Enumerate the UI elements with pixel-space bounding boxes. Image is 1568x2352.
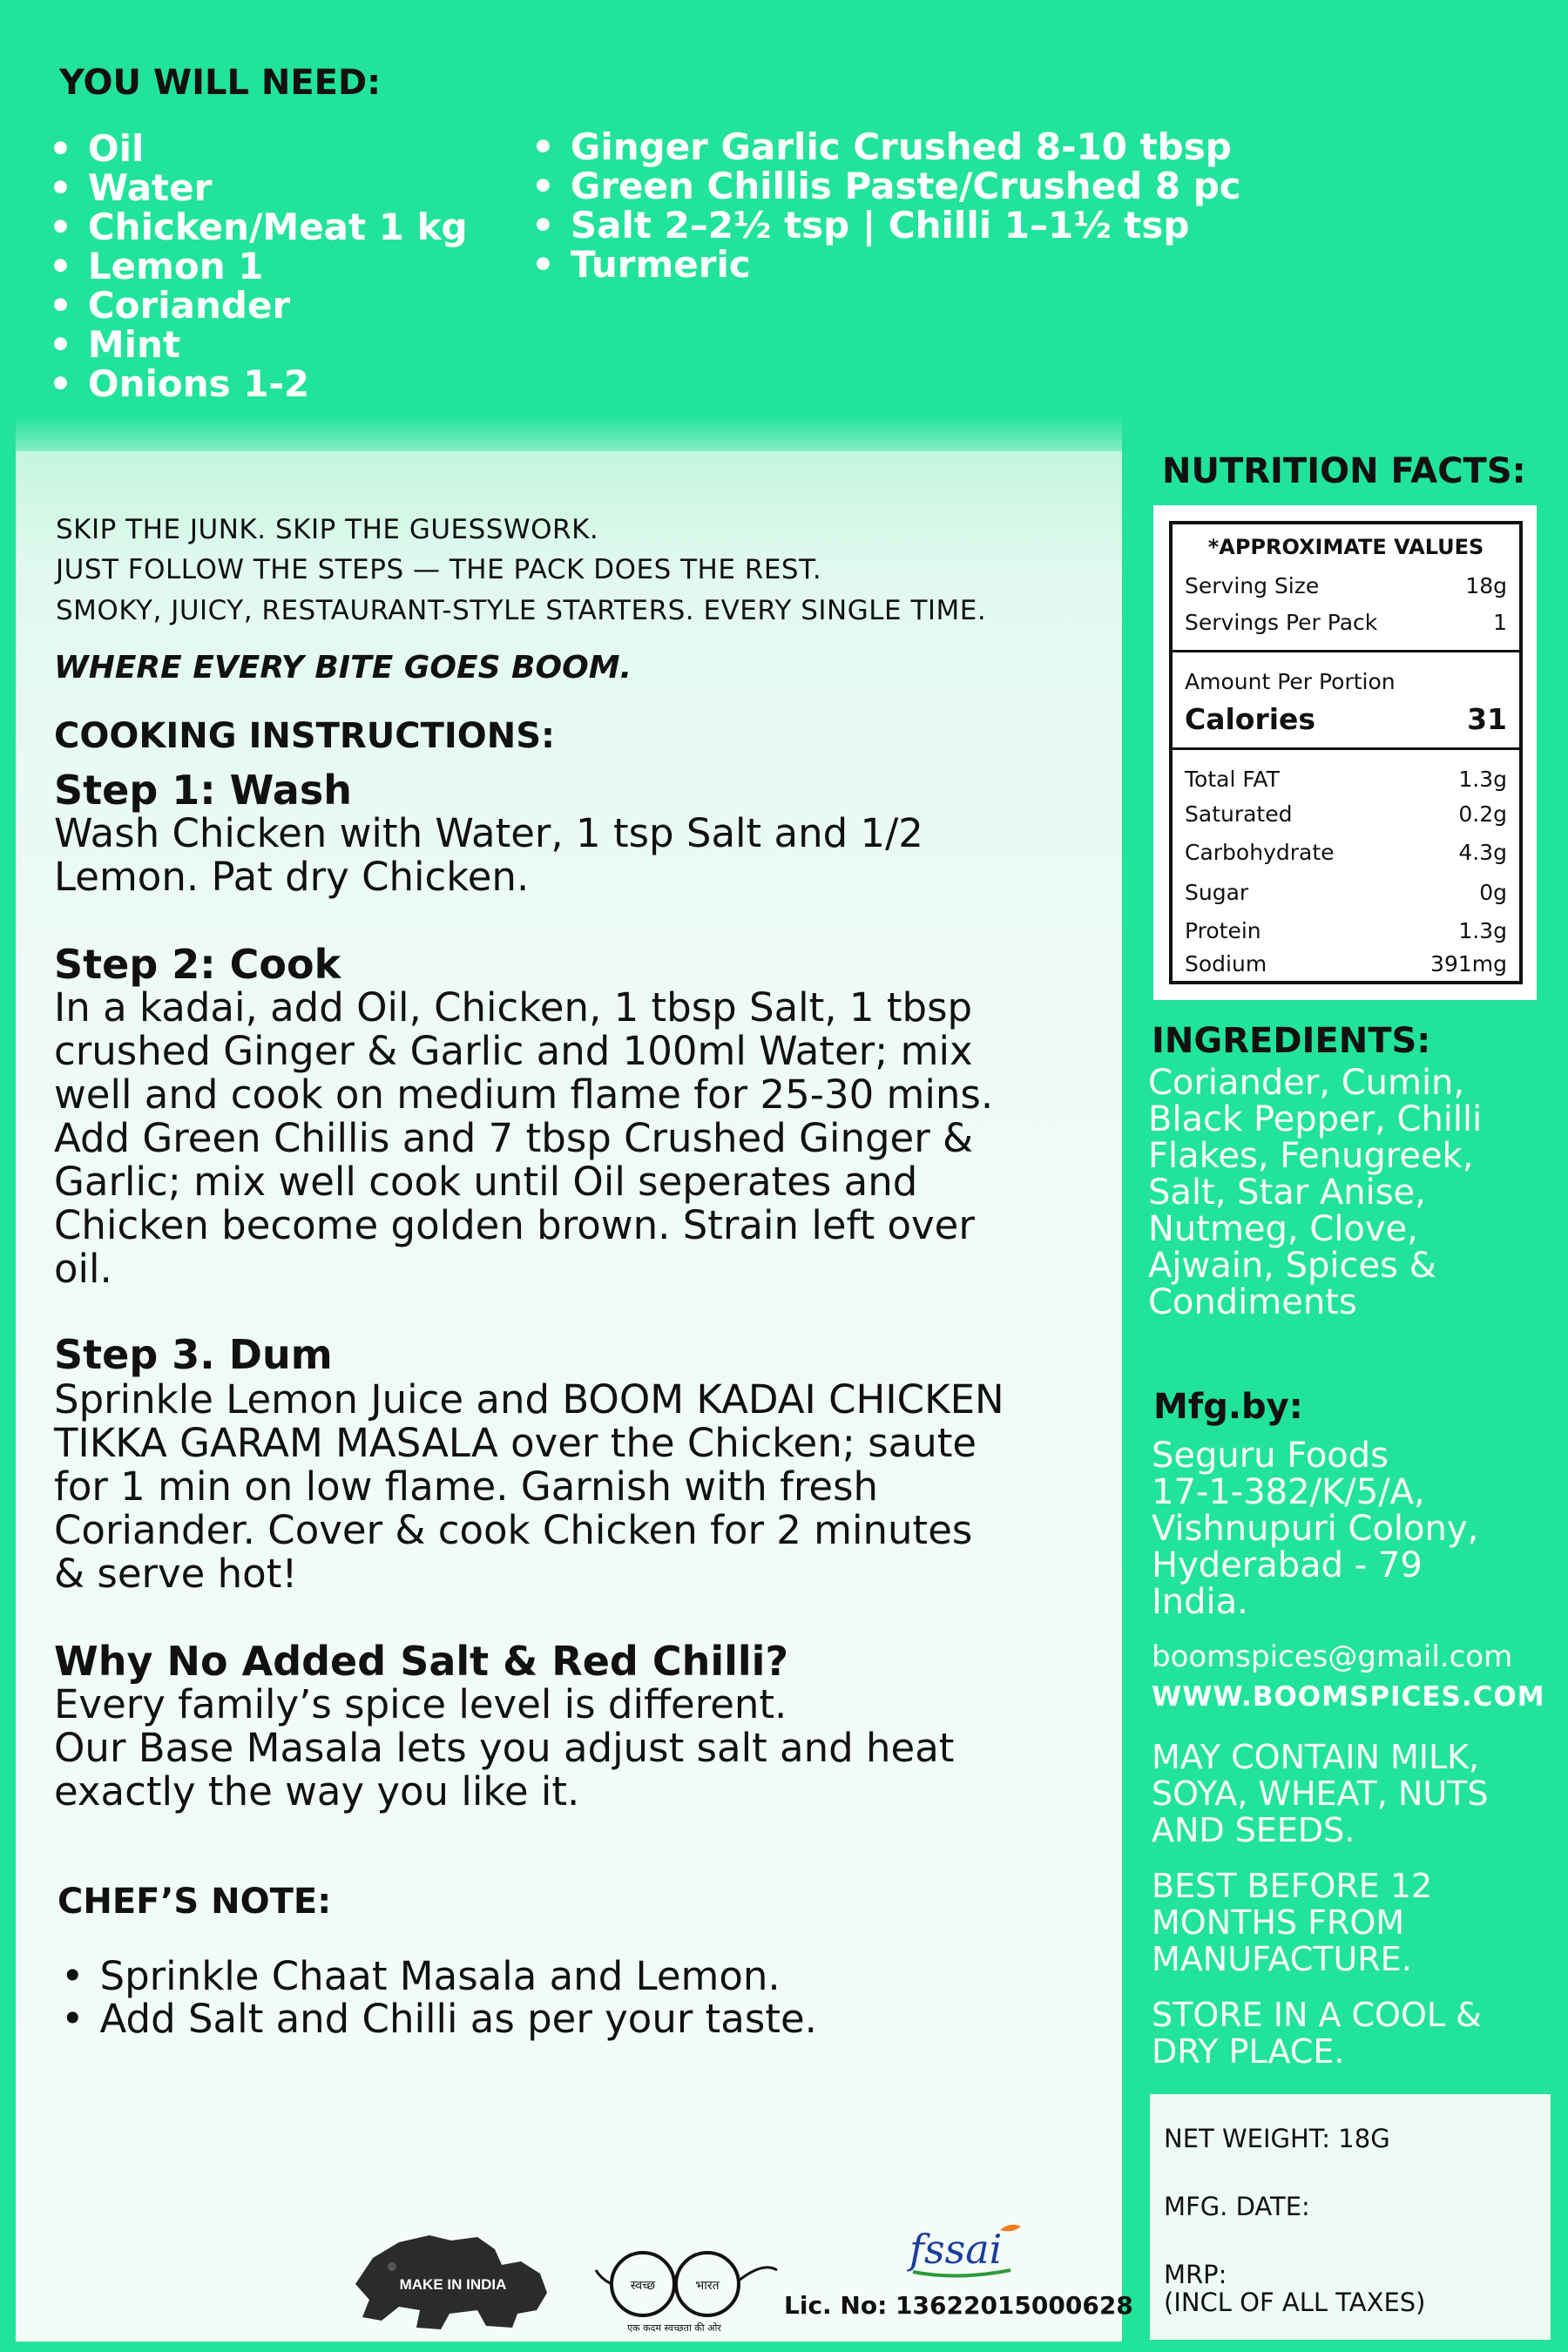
manufacturer-title: Mfg.by: [1153, 1387, 1303, 1427]
need-item: • Ginger Garlic Crushed 8-10 tbsp [531, 127, 1241, 166]
ingredients-title: INGREDIENTS: [1152, 1021, 1431, 1061]
needs-list-right [531, 127, 1241, 284]
nutrition-row [1185, 840, 1507, 865]
calories-value: 31 [1467, 702, 1507, 736]
make-in-india-text: MAKE IN INDIA [399, 2276, 507, 2293]
chef-note-list [61, 1955, 817, 2040]
contact-email[interactable]: boomspices@gmail.com [1152, 1639, 1513, 1674]
cooking-instructions-title: COOKING INSTRUCTIONS: [54, 716, 556, 756]
nutrition-row [1185, 918, 1507, 943]
pack-details-box [1150, 2094, 1551, 2340]
nutrition-label: Saturated [1185, 801, 1293, 827]
swachh-left-text: स्वच्छ [630, 2279, 656, 2293]
step-2-title: Step 2: Cook [54, 941, 341, 988]
approximate-values-label: *APPROXIMATE VALUES [1207, 535, 1484, 559]
nutrition-value: 0.2g [1458, 801, 1507, 827]
nutrition-row [1185, 880, 1507, 905]
calories-row [1185, 702, 1507, 736]
nutrition-label: Servings Per Pack [1185, 610, 1378, 635]
nutrition-value: 4.3g [1458, 840, 1507, 865]
need-item: • Coriander [49, 286, 468, 325]
tagline-line: SKIP THE JUNK. SKIP THE GUESSWORK. [56, 514, 599, 545]
nutrition-row [1185, 767, 1507, 792]
nutrition-row [1185, 801, 1507, 827]
need-item: • Onions 1-2 [49, 364, 468, 403]
need-item: • Oil [49, 129, 468, 168]
website-link[interactable]: WWW.BOOMSPICES.COM [1152, 1681, 1545, 1713]
license-number: Lic. No: 13622015000628 [784, 2291, 1133, 2320]
mrp-label: MRP: [1164, 2260, 1227, 2289]
nutrition-value: 1.3g [1458, 918, 1507, 943]
nutrition-facts-box [1153, 505, 1537, 1000]
nutrition-facts-title: NUTRITION FACTS: [1162, 451, 1526, 491]
why-no-salt-text: Every family’s spice level is different. Our Base Masala lets you adjust salt and heat exactly the way you like it. [54, 1681, 955, 1815]
tagline-line: SMOKY, JUICY, RESTAURANT-STYLE STARTERS. EVERY SINGLE TIME. [56, 595, 987, 626]
step-3-title: Step 3. Dum [54, 1331, 333, 1378]
tagline-line: JUST FOLLOW THE STEPS — THE PACK DOES THE REST. [56, 554, 822, 585]
amount-per-portion-label: Amount Per Portion [1185, 669, 1396, 694]
need-item: • Turmeric [531, 245, 1241, 284]
need-item: • Green Chillis Paste/Crushed 8 pc [531, 166, 1241, 206]
step-1-text: Wash Chicken with Water, 1 tsp Salt and 1/2 Lemon. Pat dry Chicken. [54, 810, 923, 900]
storage-note: STORE IN A COOL & DRY PLACE. [1152, 1996, 1482, 2071]
nutrition-value: 0g [1479, 880, 1507, 905]
allergen-warning: MAY CONTAIN MILK, SOYA, WHEAT, NUTS AND SEEDS. [1152, 1738, 1489, 1849]
nutrition-label: Carbohydrate [1185, 840, 1335, 865]
nutrition-row [1185, 610, 1507, 635]
net-weight: NET WEIGHT: 18G [1164, 2124, 1390, 2153]
nutrition-label: Sodium [1185, 951, 1267, 977]
nutrition-value: 1 [1493, 610, 1507, 635]
need-item: • Mint [49, 325, 468, 364]
ingredients-text: Coriander, Cumin, Black Pepper, Chilli Flakes, Fenugreek, Salt, Star Anise, Nutmeg, Clove, Ajwain, Spices & Condiments [1148, 1063, 1483, 1322]
nutrition-value: 1.3g [1458, 767, 1507, 792]
step-3-text: Sprinkle Lemon Juice and BOOM KADAI CHICKEN TIKKA GARAM MASALA over the Chicken; saute for 1 min on low flame. Garnish with fresh Coriander. Cover & cook Chicken for 2 minutes & serve hot! [54, 1376, 1004, 1597]
nutrition-value: 391mg [1430, 951, 1507, 977]
nutrition-row [1185, 669, 1507, 694]
need-item: • Lemon 1 [49, 247, 468, 286]
chef-note-item: • Sprinkle Chaat Masala and Lemon. [61, 1955, 817, 1997]
swachh-tagline: एक कदम स्वच्छता की ओर [627, 2322, 721, 2334]
nutrition-label: Sugar [1185, 880, 1249, 905]
nutrition-row [1185, 951, 1507, 977]
fssai-logo [906, 2220, 1028, 2281]
step-1-title: Step 1: Wash [54, 767, 352, 814]
need-item: • Chicken/Meat 1 kg [49, 207, 468, 247]
swachh-bharat-logo [592, 2244, 786, 2336]
need-item: • Water [49, 168, 468, 207]
nutrition-divider [1173, 747, 1519, 750]
why-no-salt-title: Why No Added Salt & Red Chilli? [54, 1638, 789, 1685]
nutrition-value: 18g [1465, 573, 1507, 598]
nutrition-label: Serving Size [1185, 573, 1320, 598]
mrp-note: (INCL OF ALL TAXES) [1164, 2288, 1426, 2317]
nutrition-label: Protein [1185, 918, 1261, 943]
nutrition-facts-table [1169, 521, 1523, 984]
chef-note-title: CHEF’S NOTE: [57, 1882, 332, 1922]
needs-list-left [49, 129, 468, 403]
nutrition-divider [1173, 650, 1519, 652]
nutrition-label: Total FAT [1185, 767, 1280, 792]
best-before-note: BEST BEFORE 12 MONTHS FROM MANUFACTURE. [1152, 1867, 1433, 1978]
swachh-right-text: भारत [695, 2279, 720, 2293]
manufacturer-address: Seguru Foods 17-1-382/K/5/A, Vishnupuri Colony, Hyderabad - 79 India. [1152, 1436, 1479, 1622]
nutrition-row [1185, 573, 1507, 598]
you-will-need-title: YOU WILL NEED: [59, 63, 382, 103]
mfg-date: MFG. DATE: [1164, 2192, 1310, 2221]
chef-note-item: • Add Salt and Chilli as per your taste. [61, 1997, 817, 2040]
fssai-text: fssai [909, 2226, 1003, 2273]
brand-slogan: WHERE EVERY BITE GOES BOOM. [54, 650, 632, 686]
calories-label: Calories [1185, 702, 1316, 736]
make-in-india-logo [347, 2223, 554, 2331]
need-item: • Salt 2–2½ tsp | Chilli 1–1½ tsp [531, 206, 1241, 245]
step-2-text: In a kadai, add Oil, Chicken, 1 tbsp Salt, 1 tbsp crushed Ginger & Garlic and 100ml Water; mix well and cook on medium flame for 25-30 mins. Add Green Chillis and 7 tbsp Crushed Ginger & Garlic; mix well cook until Oil seperates and Chicken become golden brown. Strain left over oil. [54, 984, 994, 1292]
